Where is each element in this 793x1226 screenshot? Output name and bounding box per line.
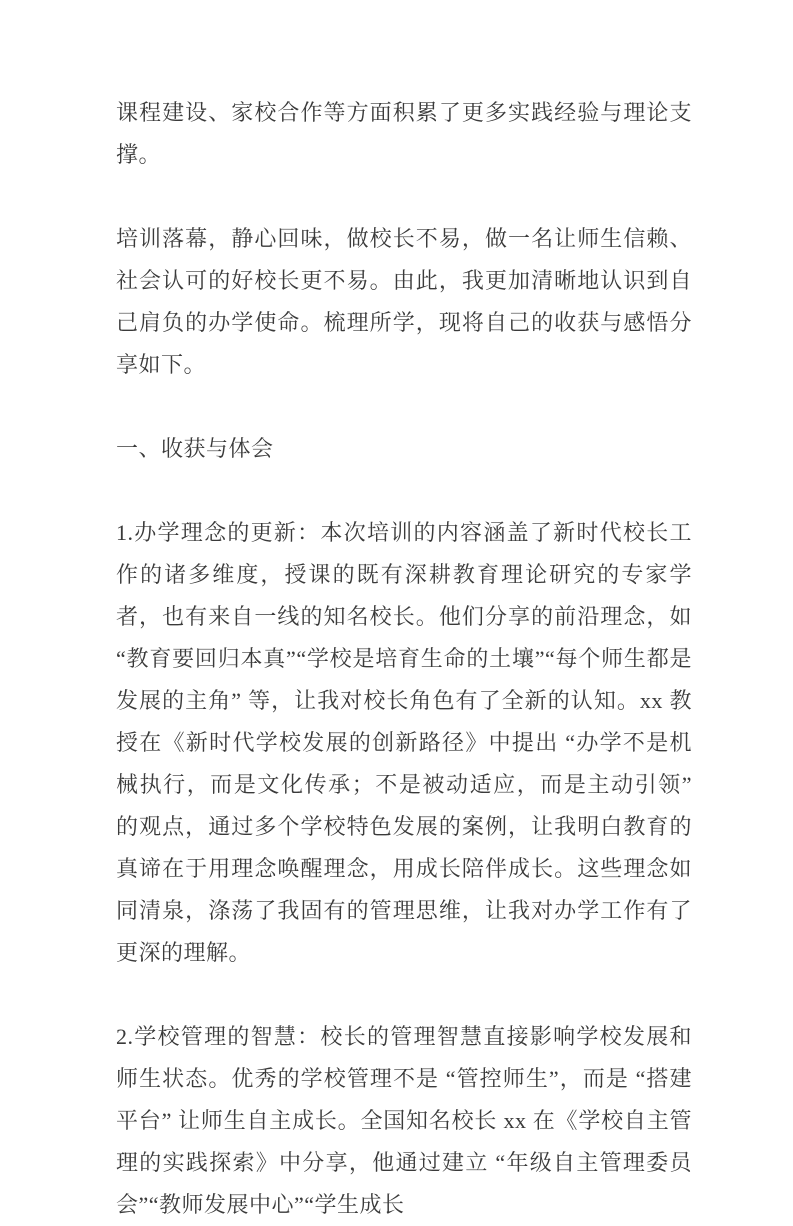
paragraph-continuation: 课程建设、家校合作等方面积累了更多实践经验与理论支撑。 [116,100,692,167]
paragraph-point-1: 1.办学理念的更新：本次培训的内容涵盖了新时代校长工作的诸多维度，授课的既有深耕教育理论研究的专家学者，也有来自一线的知名校长。他们分享的前沿理念，如 “教育要回归本真”“学校是培育生命的土壤”“每个师生都是发展的主角” 等，让我对校长角色有了全新的认知。xx 教授在《新时代学校发展的创新路径》中提出 “办学不是机械执行，而是文化传承；不是被动适应，而是主动引领” 的观点，通过多个学校特色发展的案例，让我明白教育的真谛在于用理念唤醒理念，用成长陪伴成长。这些理念如同清泉，涤荡了我固有的管理思维，让我对办学工作有了更深的理解。 [116,520,692,965]
paragraph-point-2: 2.学校管理的智慧：校长的管理智慧直接影响学校发展和师生状态。优秀的学校管理不是 “管控师生”，而是 “搭建平台” 让师生自主成长。全国知名校长 xx 在《学校自主管理的实践探索》中分享，他通过建立 “年级自主管理委员会”“教师发展中心”“学生成长 [116,1024,692,1217]
section-heading-gains: 一、收获与体会 [116,436,274,461]
paragraph-summary-intro: 培训落幕，静心回味，做校长不易，做一名让师生信赖、社会认可的好校长更不易。由此，我更加清晰地认识到自己肩负的办学使命。梳理所学，现将自己的收获与感悟分享如下。 [116,226,692,377]
